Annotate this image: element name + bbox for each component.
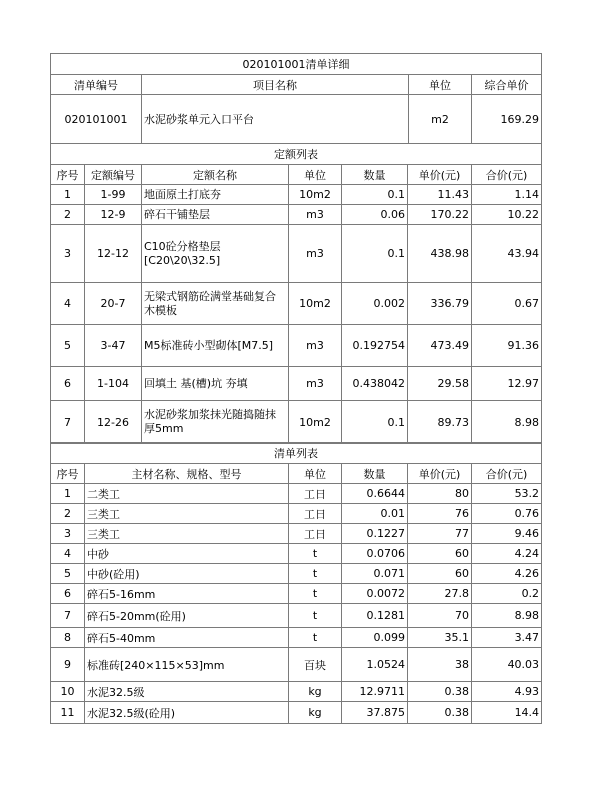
material-total: 4.93 <box>472 682 542 702</box>
table-row <box>51 484 542 504</box>
quota-total: 12.97 <box>472 367 542 401</box>
material-col-price: 单价(元) <box>408 464 472 484</box>
quota-no: 2 <box>51 205 85 225</box>
quota-col-unit: 单位 <box>289 165 342 185</box>
material-list-table <box>50 442 542 724</box>
quota-qty: 0.06 <box>342 205 408 225</box>
table-row <box>51 283 542 325</box>
material-total: 4.26 <box>472 564 542 584</box>
quota-no: 3 <box>51 225 85 283</box>
material-total: 0.76 <box>472 504 542 524</box>
material-unit: kg <box>289 682 342 702</box>
material-name: 碎石5-40mm <box>85 628 289 648</box>
table-row <box>51 564 542 584</box>
material-price: 60 <box>408 564 472 584</box>
quota-unit: m3 <box>289 325 342 367</box>
material-col-total: 合价(元) <box>472 464 542 484</box>
material-total: 40.03 <box>472 648 542 682</box>
quota-code: 3-47 <box>85 325 142 367</box>
table-row <box>51 702 542 724</box>
material-qty: 37.875 <box>342 702 408 724</box>
material-name: 中砂(砼用) <box>85 564 289 584</box>
material-qty: 0.071 <box>342 564 408 584</box>
bill-title: 020101001清单详细 <box>51 54 542 75</box>
table-row <box>51 524 542 544</box>
quota-unit: m3 <box>289 205 342 225</box>
material-no: 5 <box>51 564 85 584</box>
quota-col-total: 合价(元) <box>472 165 542 185</box>
quota-price: 170.22 <box>408 205 472 225</box>
quota-unit: 10m2 <box>289 401 342 444</box>
quota-price: 336.79 <box>408 283 472 325</box>
material-qty: 0.6644 <box>342 484 408 504</box>
quota-price: 89.73 <box>408 401 472 444</box>
table-row <box>51 225 542 283</box>
quota-name: 回填土 基(槽)坑 夯填 <box>142 367 289 401</box>
quota-code: 20-7 <box>85 283 142 325</box>
table-row <box>51 584 542 604</box>
material-no: 6 <box>51 584 85 604</box>
material-total: 9.46 <box>472 524 542 544</box>
quota-price: 29.58 <box>408 367 472 401</box>
quota-no: 4 <box>51 283 85 325</box>
quota-code: 12-9 <box>85 205 142 225</box>
quota-code: 1-99 <box>85 185 142 205</box>
material-price: 76 <box>408 504 472 524</box>
table-row <box>51 648 542 682</box>
material-total: 4.24 <box>472 544 542 564</box>
table-row <box>51 628 542 648</box>
material-price: 77 <box>408 524 472 544</box>
quota-section-title: 定额列表 <box>51 144 542 165</box>
material-no: 3 <box>51 524 85 544</box>
material-price: 60 <box>408 544 472 564</box>
material-col-unit: 单位 <box>289 464 342 484</box>
table-row <box>51 544 542 564</box>
quota-unit: 10m2 <box>289 185 342 205</box>
material-price: 80 <box>408 484 472 504</box>
material-name: 中砂 <box>85 544 289 564</box>
header-col-unit: 单位 <box>409 75 472 95</box>
quota-no: 5 <box>51 325 85 367</box>
material-no: 4 <box>51 544 85 564</box>
material-qty: 0.0072 <box>342 584 408 604</box>
quota-name: 无梁式钢筋砼满堂基础复合木模板 <box>142 283 289 325</box>
material-price: 38 <box>408 648 472 682</box>
material-total: 53.2 <box>472 484 542 504</box>
quota-qty: 0.438042 <box>342 367 408 401</box>
quota-total: 8.98 <box>472 401 542 444</box>
material-total: 14.4 <box>472 702 542 724</box>
quota-qty: 0.1 <box>342 401 408 444</box>
material-unit: t <box>289 604 342 628</box>
material-qty: 0.1281 <box>342 604 408 628</box>
material-no: 10 <box>51 682 85 702</box>
material-no: 9 <box>51 648 85 682</box>
quota-col-name: 定额名称 <box>142 165 289 185</box>
quota-name: 水泥砂浆加浆抹光随捣随抹厚5mm <box>142 401 289 444</box>
material-no: 11 <box>51 702 85 724</box>
bill-code: 020101001 <box>51 95 142 144</box>
material-name: 三类工 <box>85 524 289 544</box>
bill-price: 169.29 <box>472 95 542 144</box>
quota-name: C10砼分格垫层[C20\20\32.5] <box>142 225 289 283</box>
material-no: 7 <box>51 604 85 628</box>
material-unit: kg <box>289 702 342 724</box>
quota-total: 91.36 <box>472 325 542 367</box>
material-name: 水泥32.5级(砼用) <box>85 702 289 724</box>
quota-total: 43.94 <box>472 225 542 283</box>
table-row <box>51 604 542 628</box>
material-qty: 0.01 <box>342 504 408 524</box>
table-row <box>51 205 542 225</box>
bill-name: 水泥砂浆单元入口平台 <box>142 95 409 144</box>
quota-no: 6 <box>51 367 85 401</box>
quota-code: 1-104 <box>85 367 142 401</box>
quota-col-qty: 数量 <box>342 165 408 185</box>
quota-name: 碎石干铺垫层 <box>142 205 289 225</box>
quota-price: 11.43 <box>408 185 472 205</box>
table-row <box>51 401 542 444</box>
material-total: 8.98 <box>472 604 542 628</box>
quota-code: 12-12 <box>85 225 142 283</box>
quota-qty: 0.1 <box>342 185 408 205</box>
quota-total: 10.22 <box>472 205 542 225</box>
table-row <box>51 682 542 702</box>
quota-unit: 10m2 <box>289 283 342 325</box>
material-price: 0.38 <box>408 702 472 724</box>
header-col-name: 项目名称 <box>142 75 409 95</box>
material-qty: 12.9711 <box>342 682 408 702</box>
material-price: 27.8 <box>408 584 472 604</box>
material-name: 三类工 <box>85 504 289 524</box>
quota-col-code: 定额编号 <box>85 165 142 185</box>
material-no: 1 <box>51 484 85 504</box>
quota-no: 1 <box>51 185 85 205</box>
material-unit: 百块 <box>289 648 342 682</box>
bill-unit: m2 <box>409 95 472 144</box>
material-qty: 0.099 <box>342 628 408 648</box>
quota-col-no: 序号 <box>51 165 85 185</box>
quota-table <box>50 143 542 444</box>
material-unit: t <box>289 584 342 604</box>
quota-name: M5标准砖小型砌体[M7.5] <box>142 325 289 367</box>
material-section-title: 清单列表 <box>51 443 542 464</box>
material-unit: t <box>289 628 342 648</box>
material-unit: 工日 <box>289 484 342 504</box>
material-total: 3.47 <box>472 628 542 648</box>
material-unit: t <box>289 544 342 564</box>
quota-col-price: 单价(元) <box>408 165 472 185</box>
material-unit: 工日 <box>289 524 342 544</box>
material-price: 35.1 <box>408 628 472 648</box>
quota-no: 7 <box>51 401 85 444</box>
material-total: 0.2 <box>472 584 542 604</box>
quota-qty: 0.1 <box>342 225 408 283</box>
material-qty: 0.0706 <box>342 544 408 564</box>
material-name: 水泥32.5级 <box>85 682 289 702</box>
material-name: 标准砖[240×115×53]mm <box>85 648 289 682</box>
material-no: 2 <box>51 504 85 524</box>
material-price: 70 <box>408 604 472 628</box>
quota-unit: m3 <box>289 367 342 401</box>
material-name: 碎石5-20mm(砼用) <box>85 604 289 628</box>
table-row <box>51 185 542 205</box>
material-col-name: 主材名称、规格、型号 <box>85 464 289 484</box>
quota-qty: 0.192754 <box>342 325 408 367</box>
material-unit: 工日 <box>289 504 342 524</box>
material-name: 二类工 <box>85 484 289 504</box>
material-name: 碎石5-16mm <box>85 584 289 604</box>
material-col-qty: 数量 <box>342 464 408 484</box>
quota-code: 12-26 <box>85 401 142 444</box>
table-row <box>51 367 542 401</box>
quota-price: 438.98 <box>408 225 472 283</box>
material-price: 0.38 <box>408 682 472 702</box>
bill-summary-table <box>50 53 542 144</box>
quota-total: 1.14 <box>472 185 542 205</box>
material-unit: t <box>289 564 342 584</box>
material-col-no: 序号 <box>51 464 85 484</box>
header-col-price: 综合单价 <box>472 75 542 95</box>
quota-total: 0.67 <box>472 283 542 325</box>
material-qty: 1.0524 <box>342 648 408 682</box>
header-col-code: 清单编号 <box>51 75 142 95</box>
quota-name: 地面原土打底夯 <box>142 185 289 205</box>
table-row <box>51 325 542 367</box>
table-row <box>51 504 542 524</box>
material-qty: 0.1227 <box>342 524 408 544</box>
material-no: 8 <box>51 628 85 648</box>
quota-unit: m3 <box>289 225 342 283</box>
quota-price: 473.49 <box>408 325 472 367</box>
quota-qty: 0.002 <box>342 283 408 325</box>
